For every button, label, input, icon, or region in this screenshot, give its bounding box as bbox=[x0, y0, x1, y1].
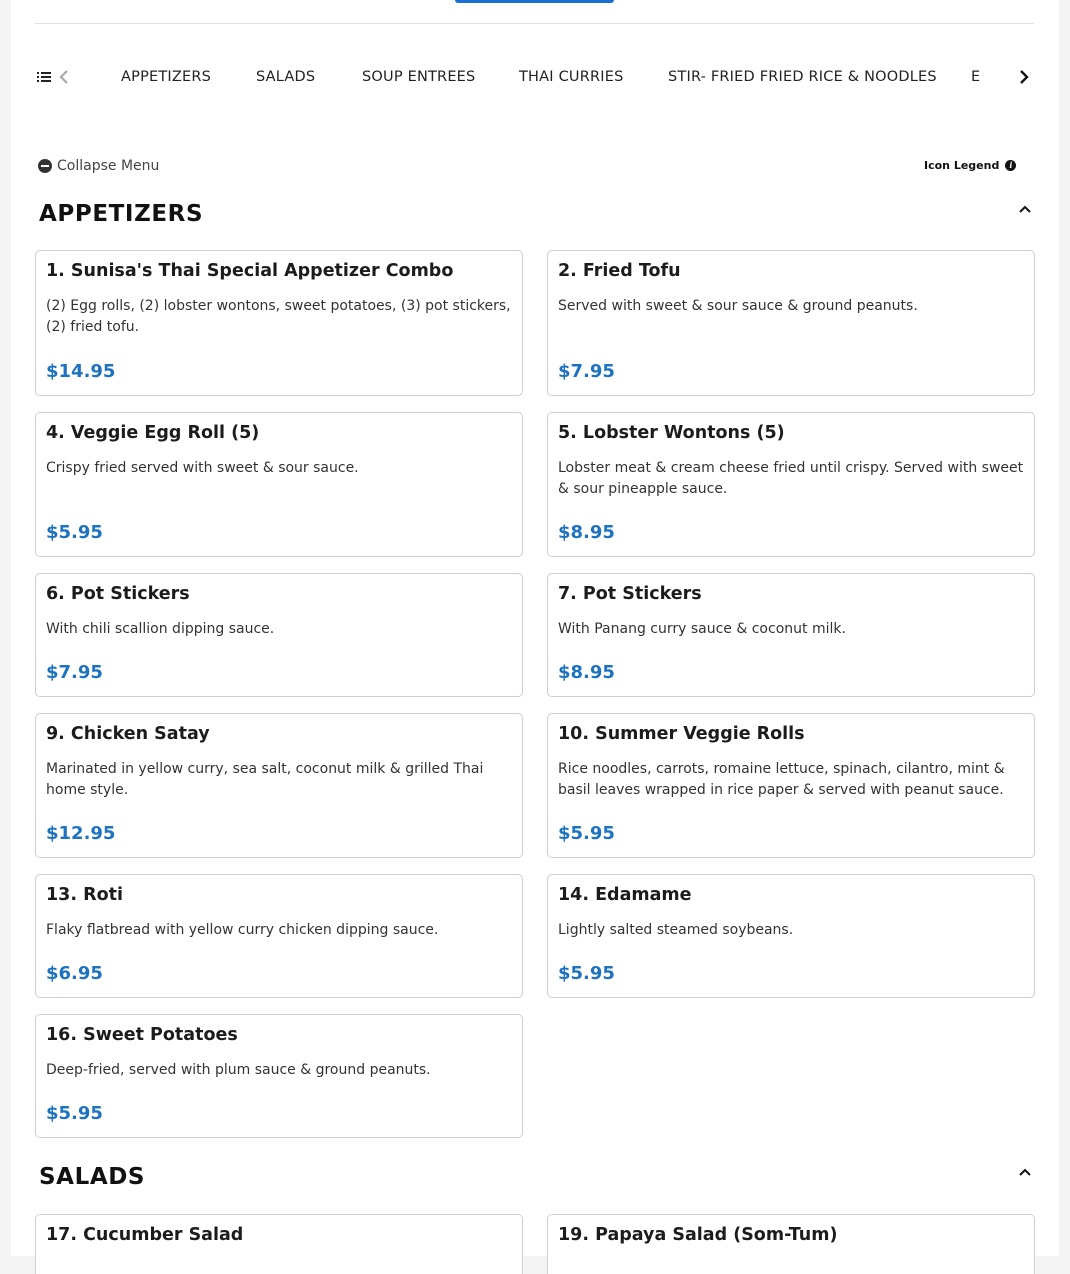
menu-item-price: $8.95 bbox=[558, 522, 615, 543]
menu-item-card[interactable] bbox=[35, 1214, 523, 1274]
menu-item-name: 1. Sunisa's Thai Special Appetizer Combo bbox=[46, 261, 454, 281]
menu-item-description: Deep-fried, served with plum sauce & ground peanuts. bbox=[46, 1062, 431, 1078]
menu-item-description: Rice noodles, carrots, romaine lettuce, spinach, cilantro, mint & basil leaves wrapped in rice paper & served with peanut sauce. bbox=[558, 761, 1005, 798]
divider bbox=[35, 23, 1034, 24]
icon-legend-label: Icon Legend bbox=[924, 158, 1000, 172]
chevron-up-icon[interactable] bbox=[1018, 1167, 1032, 1177]
menu-item-card[interactable] bbox=[547, 250, 1035, 396]
list-icon[interactable] bbox=[37, 70, 51, 84]
category-nav bbox=[35, 60, 1035, 96]
menu-item-name: 17. Cucumber Salad bbox=[46, 1225, 244, 1245]
tab-thai-curries[interactable]: THAI CURRIES bbox=[519, 69, 624, 85]
menu-item-price: $14.95 bbox=[46, 361, 116, 382]
menu-item-price: $8.95 bbox=[558, 662, 615, 683]
menu-item-card[interactable] bbox=[547, 713, 1035, 858]
menu-item-name: 19. Papaya Salad (Som-Tum) bbox=[558, 1225, 838, 1245]
section-title-appetizers: APPETIZERS bbox=[39, 201, 204, 227]
menu-item-description: With chili scallion dipping sauce. bbox=[46, 621, 275, 637]
menu-page bbox=[11, 0, 1059, 1256]
menu-item-price: $6.95 bbox=[46, 963, 103, 984]
menu-item-name: 2. Fried Tofu bbox=[558, 261, 681, 281]
menu-item-card[interactable] bbox=[35, 250, 523, 396]
menu-item-name: 10. Summer Veggie Rolls bbox=[558, 724, 805, 744]
menu-item-description: With Panang curry sauce & coconut milk. bbox=[558, 621, 846, 637]
minus-circle-icon bbox=[38, 159, 52, 173]
chevron-left-icon[interactable] bbox=[57, 68, 71, 86]
menu-item-description: (2) Egg rolls, (2) lobster wontons, sweet potatoes, (3) pot stickers, (2) fried tofu. bbox=[46, 298, 511, 335]
tab-soup-entrees[interactable]: SOUP ENTREES bbox=[362, 69, 476, 85]
menu-item-card[interactable] bbox=[35, 1014, 523, 1138]
order-button-edge[interactable] bbox=[455, 0, 614, 3]
menu-item-price: $12.95 bbox=[46, 823, 116, 844]
menu-item-description: Lightly salted steamed soybeans. bbox=[558, 922, 794, 938]
menu-item-card[interactable] bbox=[35, 412, 523, 557]
menu-item-card[interactable] bbox=[547, 1214, 1035, 1274]
menu-item-description: Lobster meat & cream cheese fried until crispy. Served with sweet & sour pineapple sauce. bbox=[558, 460, 1024, 497]
menu-item-card[interactable] bbox=[547, 412, 1035, 557]
menu-item-name: 6. Pot Stickers bbox=[46, 584, 190, 604]
menu-item-name: 13. Roti bbox=[46, 885, 123, 905]
collapse-menu-button[interactable] bbox=[38, 157, 159, 175]
menu-item-name: 14. Edamame bbox=[558, 885, 692, 905]
menu-item-description: Served with sweet & sour sauce & ground peanuts. bbox=[558, 298, 918, 314]
menu-item-card[interactable] bbox=[547, 573, 1035, 697]
menu-item-description: Crispy fried served with sweet & sour sauce. bbox=[46, 460, 359, 476]
menu-item-name: 7. Pot Stickers bbox=[558, 584, 702, 604]
info-icon: i bbox=[1005, 160, 1016, 171]
menu-item-card[interactable] bbox=[547, 874, 1035, 998]
tab-next-category[interactable]: E bbox=[971, 69, 981, 85]
menu-item-price: $5.95 bbox=[46, 1103, 103, 1124]
menu-item-card[interactable] bbox=[35, 573, 523, 697]
tab-salads[interactable]: SALADS bbox=[256, 69, 316, 85]
icon-legend-button[interactable] bbox=[924, 157, 1016, 173]
menu-item-price: $7.95 bbox=[558, 361, 615, 382]
menu-item-description: Marinated in yellow curry, sea salt, coconut milk & grilled Thai home style. bbox=[46, 761, 484, 798]
menu-item-card[interactable] bbox=[35, 713, 523, 858]
menu-item-price: $7.95 bbox=[46, 662, 103, 683]
tab-appetizers[interactable]: APPETIZERS bbox=[121, 69, 212, 85]
collapse-menu-label: Collapse Menu bbox=[57, 158, 160, 174]
menu-item-description: Flaky flatbread with yellow curry chicken dipping sauce. bbox=[46, 922, 439, 938]
chevron-up-icon[interactable] bbox=[1018, 204, 1032, 214]
menu-item-price: $5.95 bbox=[558, 823, 615, 844]
menu-item-price: $5.95 bbox=[558, 963, 615, 984]
section-title-salads: SALADS bbox=[39, 1164, 146, 1190]
menu-item-price: $5.95 bbox=[46, 522, 103, 543]
chevron-right-icon[interactable] bbox=[1015, 68, 1033, 86]
category-tabs bbox=[97, 60, 995, 96]
menu-item-name: 9. Chicken Satay bbox=[46, 724, 210, 744]
menu-item-name: 16. Sweet Potatoes bbox=[46, 1025, 238, 1045]
menu-item-card[interactable] bbox=[35, 874, 523, 998]
tab-stir-fried[interactable]: STIR- FRIED FRIED RICE & NOODLES bbox=[668, 69, 937, 85]
menu-item-name: 5. Lobster Wontons (5) bbox=[558, 423, 785, 443]
menu-item-name: 4. Veggie Egg Roll (5) bbox=[46, 423, 260, 443]
